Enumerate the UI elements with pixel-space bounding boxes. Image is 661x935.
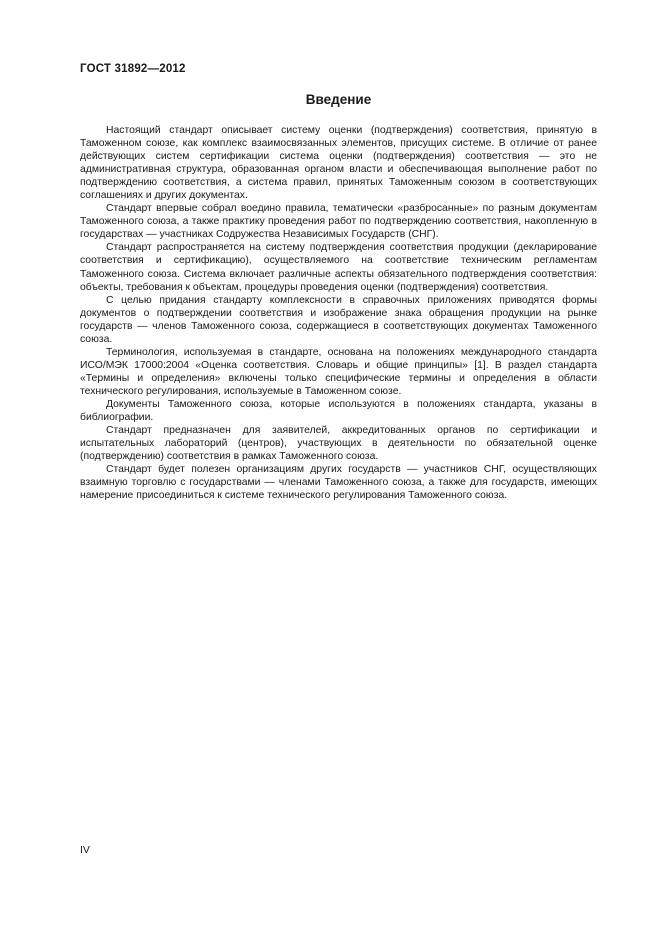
paragraph: Настоящий стандарт описывает систему оценки (подтверждения) соответствия, принятую в Таможенном союзе, как комплекс взаимосвязанных элементов, присущих системе. В отличие от ранее действующих систем сертификации система оценки (подтверждения) соответствия — это не административная структура, образованная органом власти и обеспечивающая выполнение работ по подтверждению соответствия, а система правил, принятых Таможенным союзом в соответствующих соглашениях и других документах. <box>80 125 597 202</box>
paragraph: Терминология, используемая в стандарте, основана на положениях международного стандарта ИСО/МЭК 17000:2004 «Оценка соответствия. Словарь и общие принципы» [1]. В раздел стандарта «Термины и определения» включены только специфические термины и определения в области технического регулирования, используемые в Таможенном союзе. <box>80 346 597 397</box>
section-body <box>80 124 597 502</box>
paragraph: Стандарт впервые собрал воедино правила, тематически «разбросанные» по разным документам Таможенного союза, а также практику проведения работ по подтверждению соответствия, накопленную в государствах — участниках Содружества Независимых Государств (СНГ). <box>80 203 597 241</box>
section-title: Введение <box>305 92 372 107</box>
document-code-header: ГОСТ 31892—2012 <box>80 63 186 75</box>
paragraph: С целью придания стандарту комплексности в справочных приложениях приводятся формы документов о подтверждении соответствия и изображение знака обращения продукции на рынке государств — членов Таможенного союза, содержащиеся в соответствующих документах Таможенного союза. <box>80 294 597 345</box>
paragraph: Стандарт будет полезен организациям других государств — участников СНГ, осуществляющих взаимную торговлю с государствами — членами Таможенного союза, а также для государств, имеющих намерение присоединиться к системе технического регулирования Таможенного союза. <box>80 464 597 502</box>
paragraph: Документы Таможенного союза, которые используются в положениях стандарта, указаны в библиографии. <box>80 398 597 424</box>
page-number: IV <box>80 844 90 856</box>
paragraph: Стандарт предназначен для заявителей, аккредитованных органов по сертификации и испытательных лабораторий (центров), участвующих в деятельности по обязательной оценке (подтверждению) соответствия в рамках Таможенного союза. <box>80 425 597 463</box>
paragraph: Стандарт распространяется на систему подтверждения соответствия продукции (декларирование соответствия и сертификацию), осуществляемого на соответствие техническим регламентам Таможенного союза. Система включает различные аспекты обязательного подтверждения соответствия: объекты, требования к объектам, процедуры проведения оценки (подтверждения) соответствия. <box>80 242 597 293</box>
